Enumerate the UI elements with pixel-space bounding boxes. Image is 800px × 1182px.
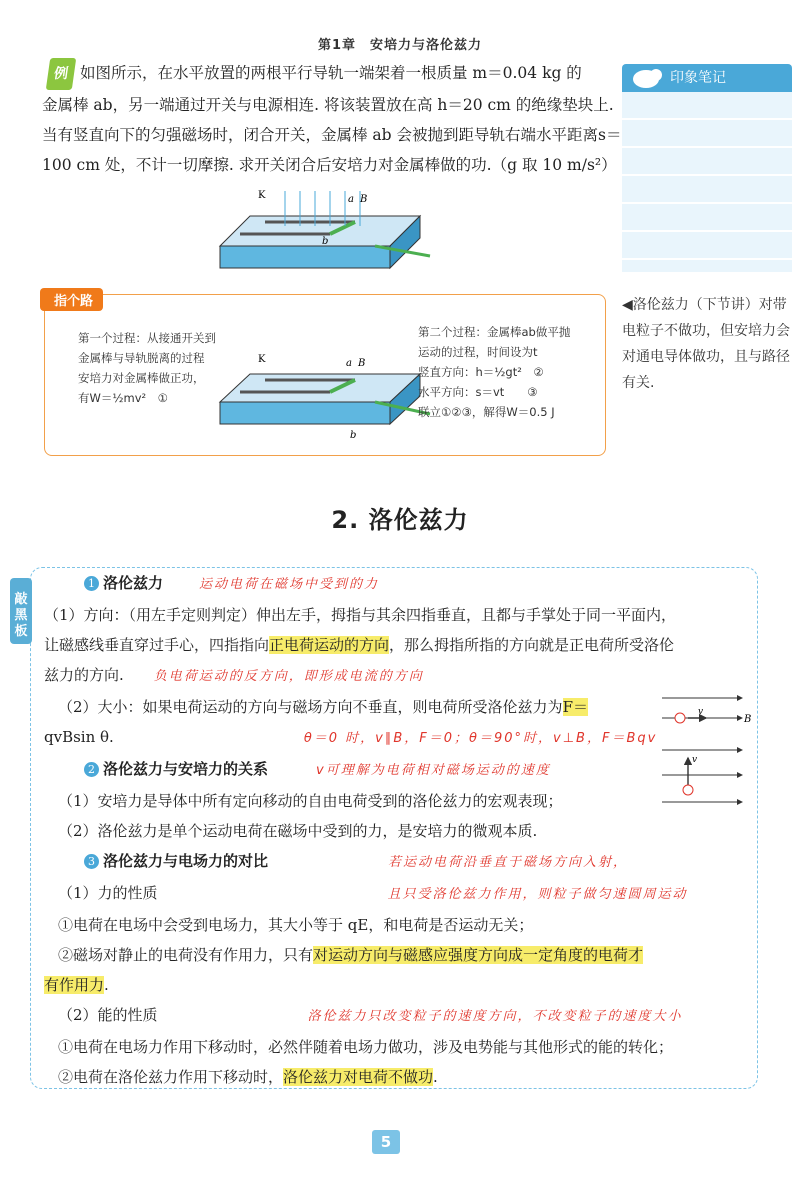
num-2-icon: 2 <box>84 762 99 777</box>
notes-area[interactable] <box>622 92 792 272</box>
hint-figure <box>210 352 440 442</box>
label-b: b <box>322 236 329 247</box>
elephant-icon <box>630 66 666 90</box>
insulating-block <box>220 246 390 268</box>
page-number: 5 <box>372 1130 400 1154</box>
example-line: 当有竖直向下的匀强磁场时，闭合开关，金属棒 ab 会被抛到距导轨右端水平距离s＝ <box>42 126 622 144</box>
heading-compare: 洛伦兹力与电场力的对比 <box>103 852 269 870</box>
handwritten-note: 运动电荷在磁场中受到的力 <box>199 577 380 592</box>
handwritten-note: 且只受洛伦兹力作用，则粒子做匀速圆周运动 <box>387 887 688 902</box>
hint-label-B: B <box>358 358 366 369</box>
charge-icon <box>675 713 685 723</box>
chapter-header: 第1章 安培力与洛伦兹力 <box>317 38 483 53</box>
label-k: K <box>258 190 266 201</box>
highlight: 正电荷运动的方向 <box>269 636 390 654</box>
label-field-B: B <box>744 714 752 725</box>
example-problem <box>42 58 622 180</box>
notes-title: 印象笔记 <box>670 70 726 86</box>
handwritten-note: 若运动电荷沿垂直于磁场方向入射， <box>388 855 629 870</box>
num-1-icon: 1 <box>84 576 99 591</box>
handwritten-note: 洛伦兹力只改变粒子的速度方向，不改变粒子的速度大小 <box>307 1009 683 1024</box>
label-a: a <box>348 194 354 205</box>
heading-relation: 洛伦兹力与安培力的关系 <box>103 760 269 778</box>
hint-tag: 指个路 <box>40 288 103 311</box>
example-tag: 例 <box>46 58 76 90</box>
hint-label-k: K <box>258 354 266 365</box>
handwritten-note: 负电荷运动的反方向，即形成电流的方向 <box>153 669 424 684</box>
highlight: 有作用力 <box>44 976 105 994</box>
hint-left: 第一个过程：从接通开关到 金属棒与导轨脱离的过程 安培力对金属棒做正功， 有W＝½mv² ① <box>78 331 216 405</box>
rail-figure <box>210 186 440 276</box>
handwritten-note: v可理解为电荷相对磁场运动的速度 <box>316 763 551 778</box>
highlight: 对运动方向与磁感应强度方向成一定角度的电荷才 <box>313 946 644 964</box>
field-diagram <box>660 690 750 810</box>
label-velocity: v <box>692 755 698 765</box>
example-line: 金属棒 ab，另一端通过开关与电源相连. 将该装置放在高 h＝20 cm 的绝缘垫块上. <box>42 96 614 114</box>
label-velocity: v <box>698 707 704 717</box>
section-title: 2. 洛伦兹力 <box>331 506 469 534</box>
hint-label-b: b <box>350 430 357 441</box>
board-tab: 敲黑板 <box>10 578 32 644</box>
board-content: 1 洛伦兹力 运动电荷在磁场中受到的力 （1）方向：（用左手定则判定）伸出左手，拇指与其余四指垂直，且都与手掌处于同一平面内， 让磁感线垂直穿过手心，四指指向正电荷运动的方向，那么拇指所指的方向就是正电荷所受洛伦 兹力的方向. 负电荷运动的反方向，即形成电流的方向 （2）大小：如果电荷运动的方向与磁场方向不垂直，则电荷所受洛伦兹力为F＝ qvBsin θ. θ＝0 时，v∥B，F＝0；θ＝90°时，v⊥B，F＝Bqv 2 洛伦兹力与安培力的关系 v可理解为电荷相对磁场运动的速度 （1）安培力是导体中所有定向移动的自由电荷受到的洛伦兹力的宏观表现； （2）洛伦兹力是单个运动电荷在磁场中受到的力，是安培力的微观本质. 3 洛伦兹力与电场力的对比 若运动电荷沿垂直于磁场方向入射， （1）力的性质 且只受洛伦兹力作用，则粒子做匀速圆周运动 ①电荷在电场中会受到电场力，其大小等于 qE，和电荷是否运动无关； ②磁场对静止的电荷没有作用力，只有对运动方向与磁感应强度方向成一定角度的电荷才 有作用力. （2）能的性质 洛伦兹力只改变粒子的速度方向，不改变粒子的速度大小 ①电荷在电场力作用下移动时，必然伴随着电场力做功，涉及电势能与其他形式的能的转化； ②电荷在洛伦兹力作用下移动时，洛伦兹力对电荷不做功. <box>44 568 750 1092</box>
heading-lorentz: 洛伦兹力 <box>103 574 164 592</box>
example-line: 100 cm 处，不计一切摩擦. 求开关闭合后安培力对金属棒做的功.（g 取 10 m/s²） <box>42 156 617 174</box>
hint-label-a: a <box>346 358 352 369</box>
hint-right: 第二个过程：金属棒ab做平抛 运动的过程，时间设为t 竖直方向：h＝½gt² ② 水平方向：s＝vt ③ 联立①②③，解得W＝0.5 J <box>418 325 571 419</box>
example-line: 如图所示，在水平放置的两根平行导轨一端架着一根质量 m＝0.04 kg 的 <box>80 64 582 82</box>
highlight: F＝ <box>562 698 588 716</box>
para: （1）方向：（用左手定则判定）伸出左手，拇指与其余四指垂直，且都与手掌处于同一平面内， <box>44 606 677 624</box>
charge-icon <box>683 785 693 795</box>
num-3-icon: 3 <box>84 854 99 869</box>
side-note: ◀洛伦兹力（下节讲）对带电粒子不做功，但安培力会对通电导体做功，且与路径有关. <box>622 297 790 391</box>
handwritten-note: θ＝0 时，v∥B，F＝0；θ＝90°时，v⊥B，F＝Bqv <box>303 731 658 746</box>
highlight: 洛伦兹力对电荷不做功 <box>283 1068 434 1086</box>
label-B: B <box>360 194 368 205</box>
